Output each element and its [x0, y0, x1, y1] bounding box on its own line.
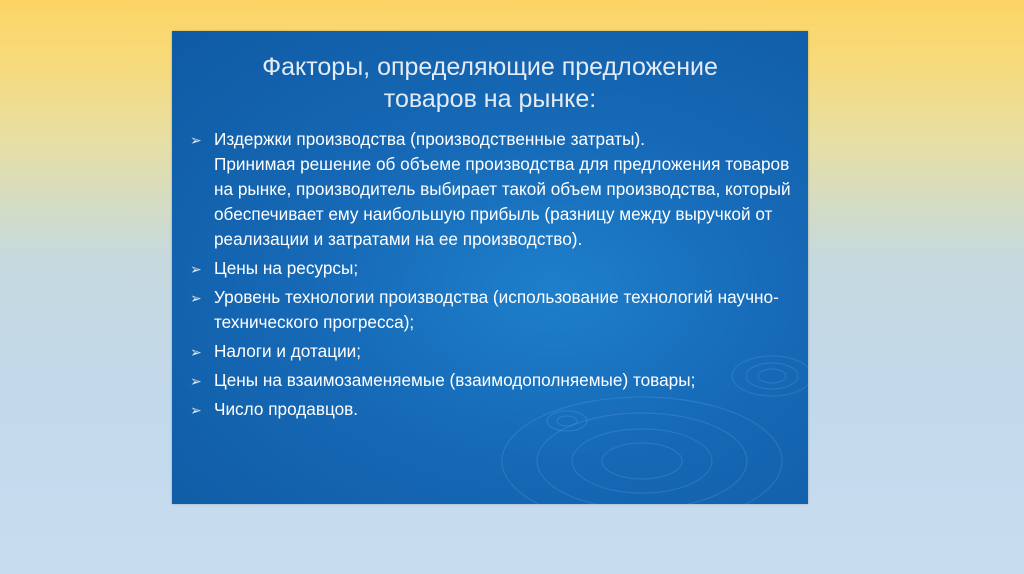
arrow-bullet-icon: ➢	[190, 290, 202, 306]
arrow-bullet-icon: ➢	[190, 344, 202, 360]
list-item	[190, 339, 800, 364]
title-line-2: товаров на рынке:	[383, 85, 597, 113]
list-item	[190, 368, 800, 393]
list-item-text: Налоги и дотации;	[214, 341, 362, 361]
title-line-1: Факторы, определяющие предложение	[262, 53, 718, 81]
slide-title	[172, 51, 808, 115]
list-item	[190, 256, 800, 281]
arrow-bullet-icon: ➢	[190, 402, 202, 418]
list-item-text: Цены на взаимозаменяемые (взаимодополняемые) товары;	[214, 370, 696, 390]
factors-list	[190, 127, 800, 426]
list-item-text: Цены на ресурсы;	[214, 258, 359, 278]
list-item	[190, 127, 800, 252]
arrow-bullet-icon: ➢	[190, 373, 202, 389]
list-item	[190, 397, 800, 422]
list-item-text: Издержки производства (производственные затраты).	[214, 129, 645, 149]
arrow-bullet-icon: ➢	[190, 261, 202, 277]
list-item-text: Уровень технологии производства (использование технологий научно-технического прогресса);	[214, 287, 779, 332]
list-item	[190, 285, 800, 335]
arrow-bullet-icon: ➢	[190, 132, 202, 148]
slide-card	[172, 31, 808, 504]
list-item-description: Принимая решение об объеме производства для предложения товаров на рынке, производитель выбирает такой объем производства, который обеспечивает ему наибольшую прибыль (разницу между выручкой от реализации и затратами на ее производство).	[214, 154, 791, 249]
list-item-text: Число продавцов.	[214, 399, 359, 419]
